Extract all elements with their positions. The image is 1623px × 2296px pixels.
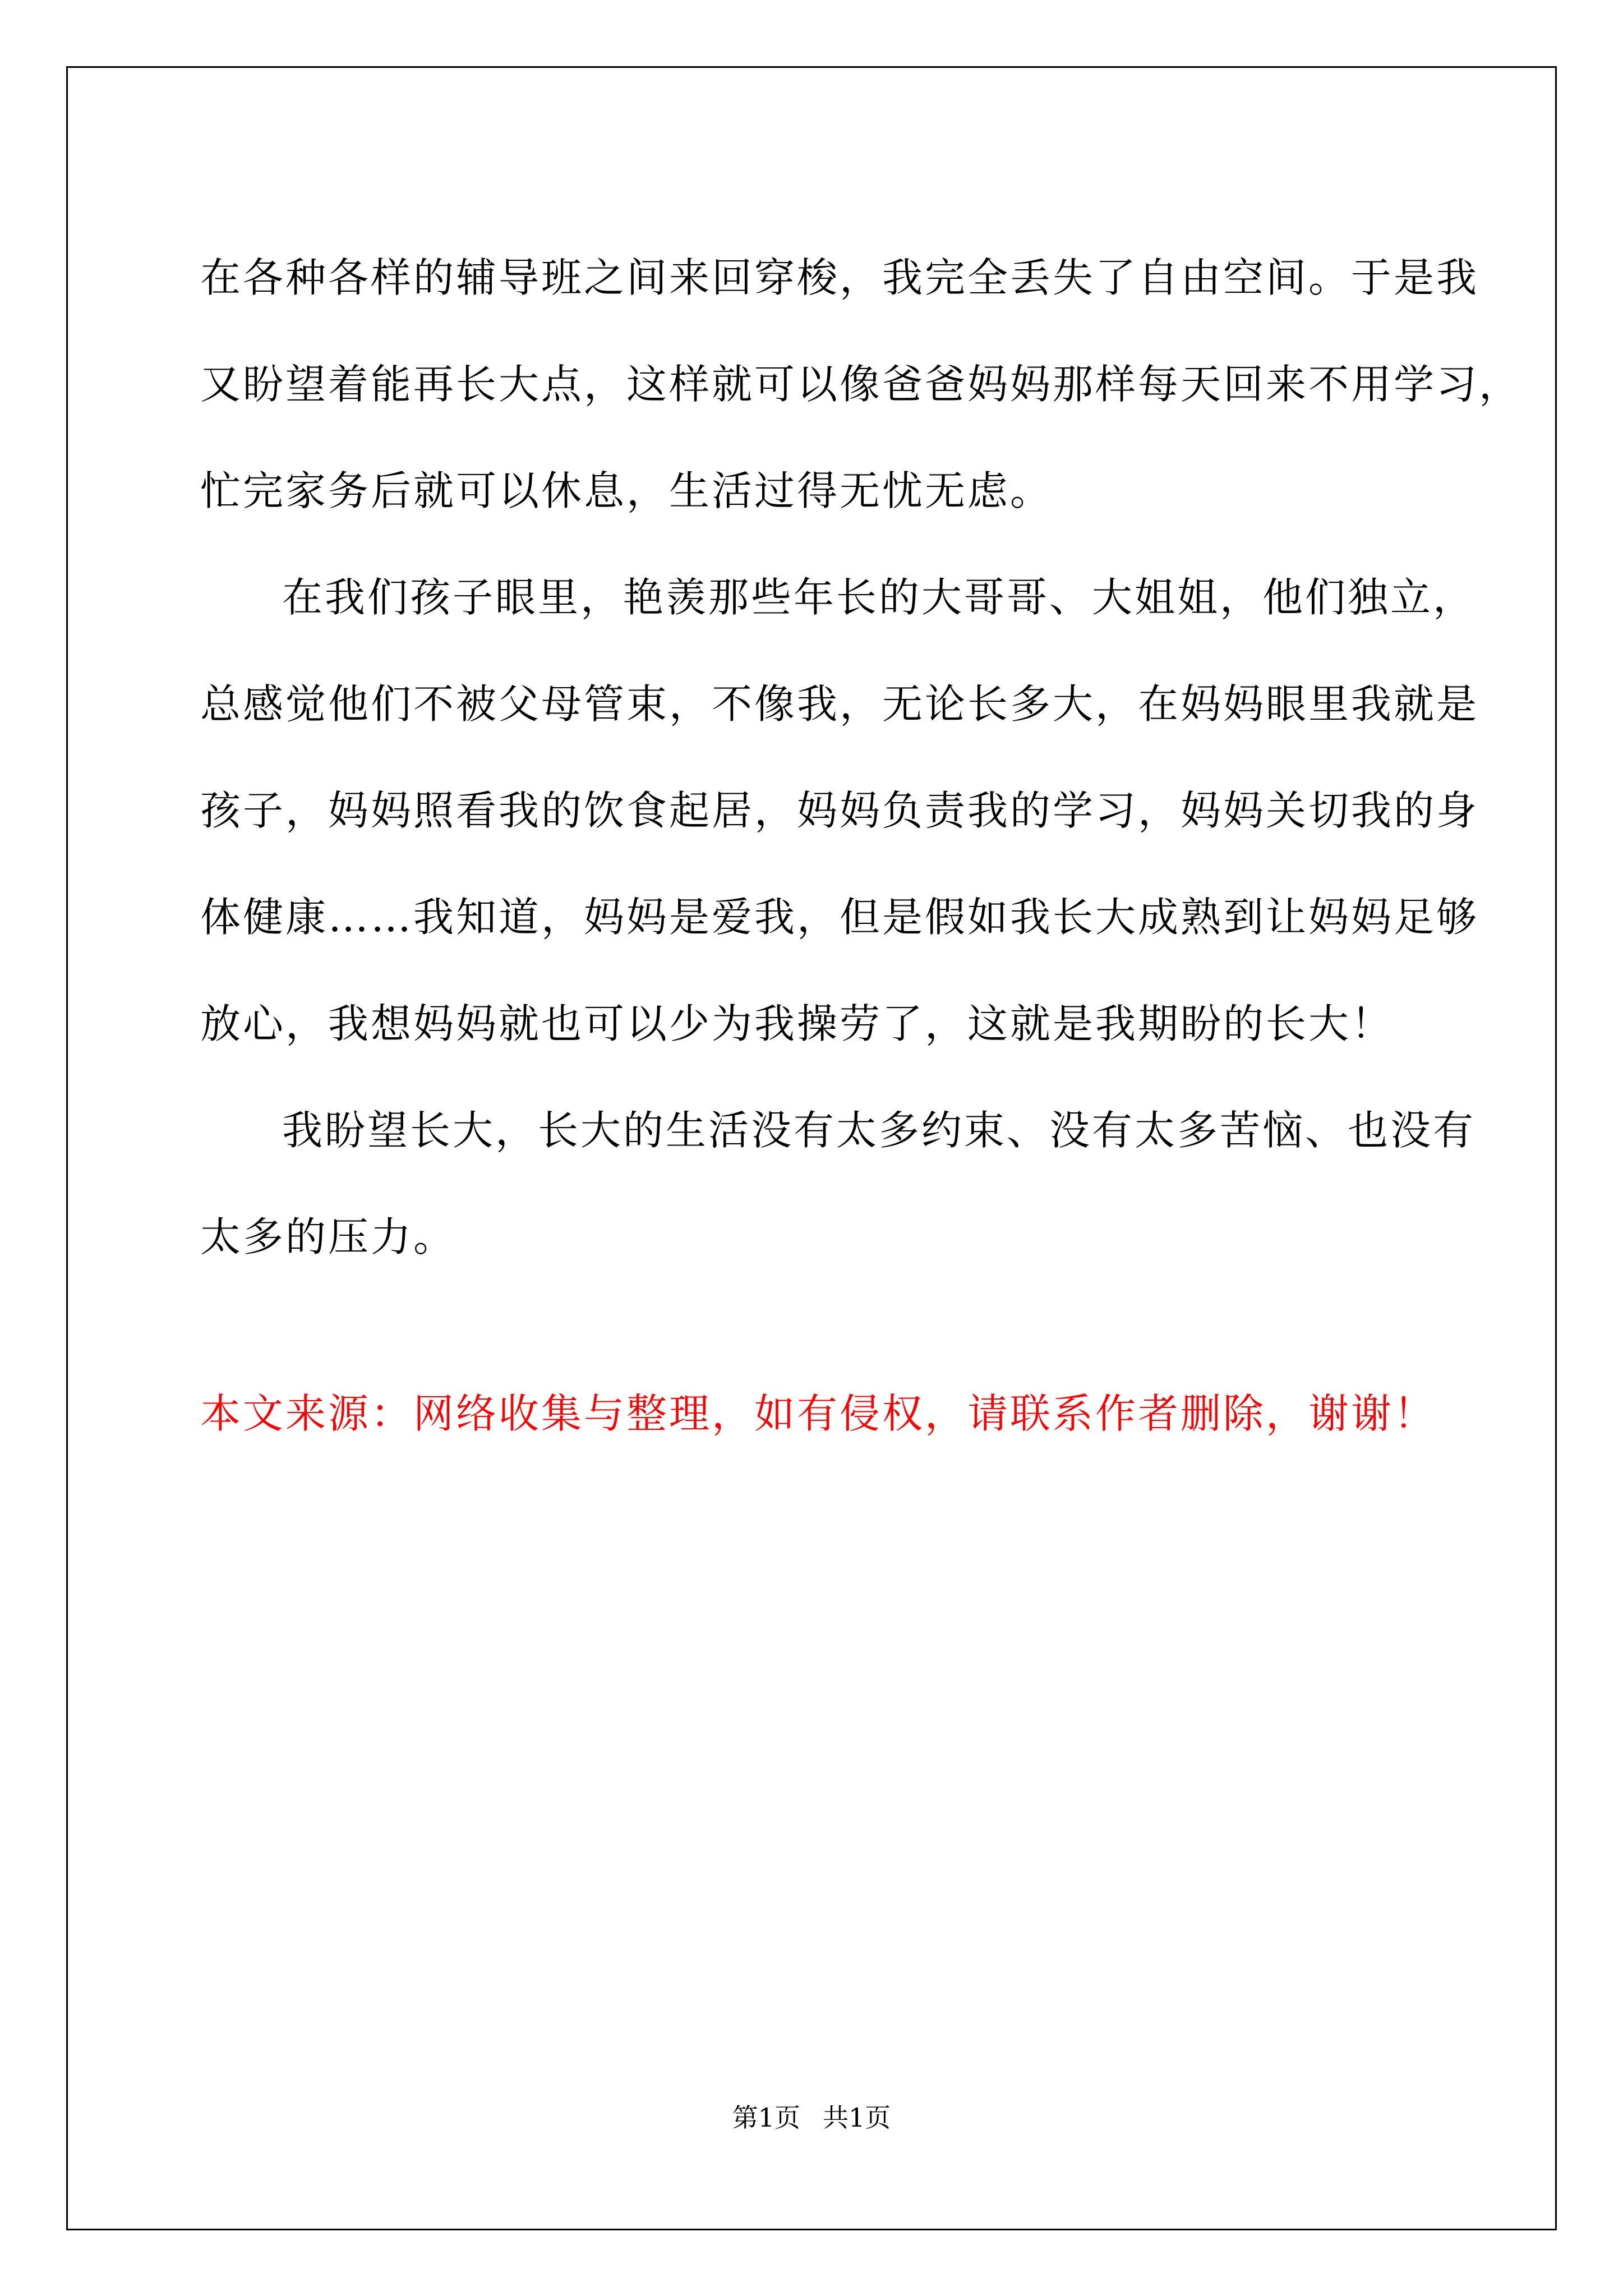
- page-footer: [0, 2101, 1623, 2134]
- source-note: 本文来源：网络收集与整理，如有侵权，请联系作者删除，谢谢！: [200, 1390, 1437, 1437]
- text-line: 在各种各样的辅导班之间来回穿梭，我完全丢失了自由空间。于是我: [200, 254, 1479, 301]
- text-line: 总感觉他们不被父母管束，不像我，无论长多大，在妈妈眼里我就是: [200, 680, 1479, 728]
- text-line: 体健康……我知道，妈妈是爱我，但是假如我长大成熟到让妈妈足够: [200, 894, 1479, 941]
- text-line: 又盼望着能再长大点，这样就可以像爸爸妈妈那样每天回来不用学习，: [200, 361, 1522, 408]
- text-line: 放心，我想妈妈就也可以少为我操劳了，这就是我期盼的长大！: [200, 1000, 1394, 1047]
- page-current-label: 第1页: [732, 2102, 800, 2133]
- paragraph-start-line: 在我们孩子眼里，艳羡那些年长的大哥哥、大姐姐，他们独立，: [282, 574, 1476, 621]
- text-line: 忙完家务后就可以休息，生活过得无忧无虑。: [200, 467, 1053, 514]
- paragraph-start-line: 我盼望长大，长大的生活没有太多约束、没有太多苦恼、也没有: [282, 1107, 1476, 1154]
- text-line: 太多的压力。: [200, 1213, 457, 1260]
- text-line: 孩子，妈妈照看我的饮食起居，妈妈负责我的学习，妈妈关切我的身: [200, 787, 1479, 834]
- page-total-label: 共1页: [823, 2102, 891, 2133]
